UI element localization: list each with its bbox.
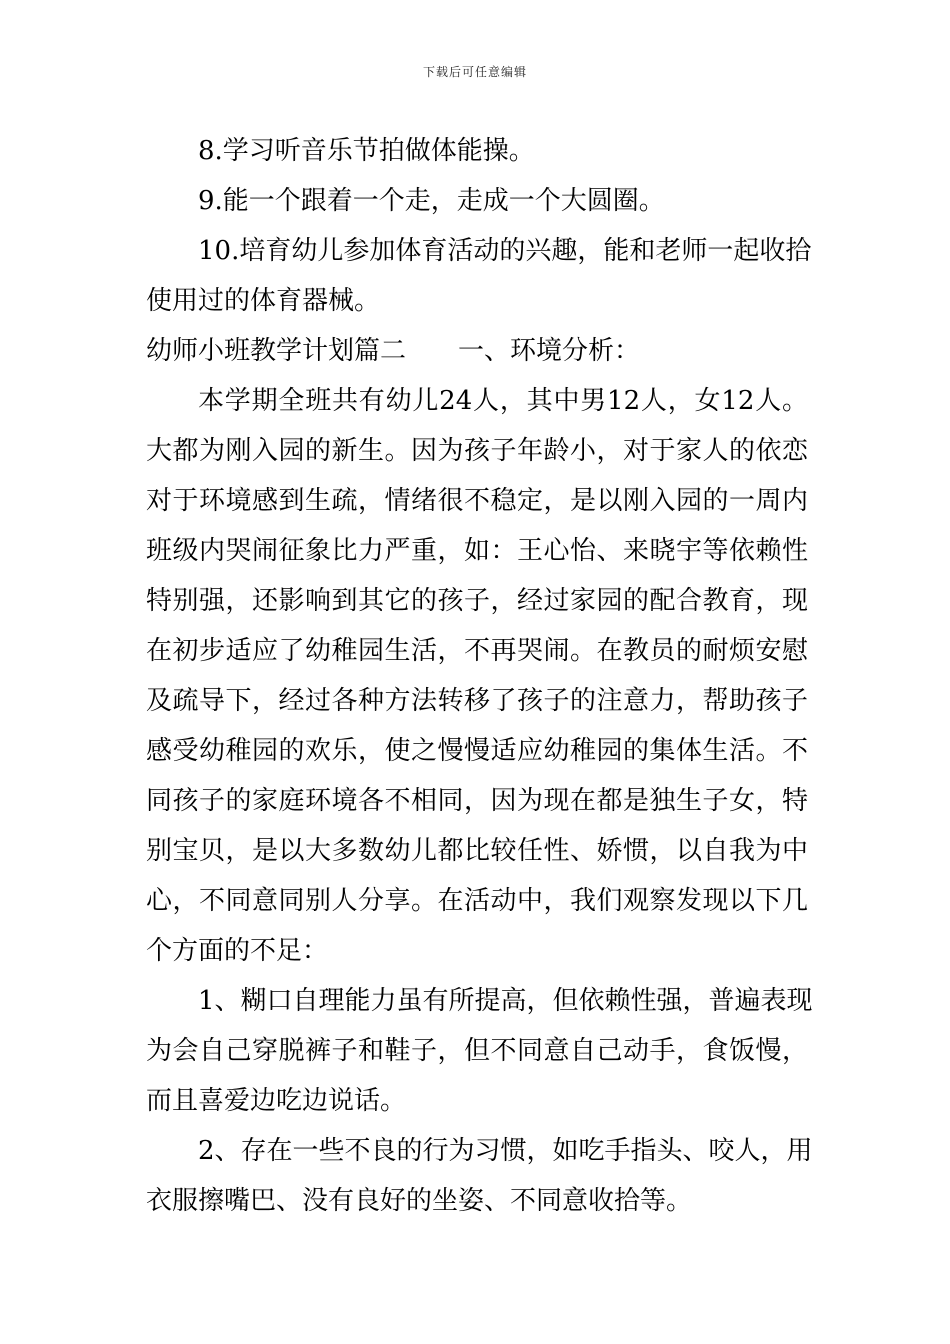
paragraph-line: 而且喜爱边吃边说话。 bbox=[146, 1086, 407, 1116]
paragraph-line: 在初步适应了幼稚园生活，不再哭闹。在教员的耐烦安慰 bbox=[146, 636, 808, 666]
paragraph-line: 别宝贝，是以大多数幼儿都比较任性、娇惯，以自我为中 bbox=[146, 836, 808, 866]
document-body bbox=[146, 126, 813, 1226]
paragraph-line: 心，不同意同别人分享。在活动中，我们观察发现以下几 bbox=[146, 886, 808, 916]
paragraph-line: 本学期全班共有幼儿24人，其中男12人，女12人。 bbox=[198, 386, 808, 416]
list-item: 8.学习听音乐节拍做体能操。 bbox=[198, 136, 535, 166]
paragraph-line: 2、存在一些不良的行为习惯，如吃手指头、咬人，用 bbox=[198, 1136, 813, 1166]
paragraph-line: 大都为刚入园的新生。因为孩子年龄小，对于家人的依恋 bbox=[146, 436, 808, 466]
list-item-continuation: 使用过的体育器械。 bbox=[146, 286, 381, 316]
paragraph-line: 同孩子的家庭环境各不相同，因为现在都是独生子女，特 bbox=[146, 786, 808, 816]
paragraph-line: 及疏导下，经过各种方法转移了孩子的注意力，帮助孩子 bbox=[146, 686, 808, 716]
paragraph-line: 对于环境感到生疏，情绪很不稳定，是以刚入园的一周内 bbox=[146, 486, 808, 516]
page-header: 下载后可任意编辑 bbox=[422, 65, 527, 79]
list-item: 9.能一个跟着一个走，走成一个大圆圈。 bbox=[198, 186, 665, 216]
section-heading bbox=[146, 326, 808, 376]
paragraph-line: 为会自己穿脱裤子和鞋子，但不同意自己动手，食饭慢， bbox=[146, 1036, 808, 1066]
section-subtitle: 一、环境分析： bbox=[458, 336, 641, 366]
paragraph-line: 班级内哭闹征象比力严重，如：王心怡、来晓宇等依赖性 bbox=[146, 536, 808, 566]
paragraph-line: 特别强，还影响到其它的孩子，经过家园的配合教育，现 bbox=[146, 586, 808, 616]
paragraph-line: 1、糊口自理能力虽有所提高，但依赖性强，普遍表现 bbox=[198, 986, 813, 1016]
list-item: 10.培育幼儿参加体育活动的兴趣，能和老师一起收拾 bbox=[198, 236, 812, 266]
paragraph-line: 衣服擦嘴巴、没有良好的坐姿、不同意收拾等。 bbox=[146, 1186, 693, 1216]
paragraph-line: 个方面的不足： bbox=[146, 936, 329, 966]
section-title: 幼师小班教学计划篇二 bbox=[146, 336, 407, 366]
paragraph-line: 感受幼稚园的欢乐，使之慢慢适应幼稚园的集体生活。不 bbox=[146, 736, 808, 766]
